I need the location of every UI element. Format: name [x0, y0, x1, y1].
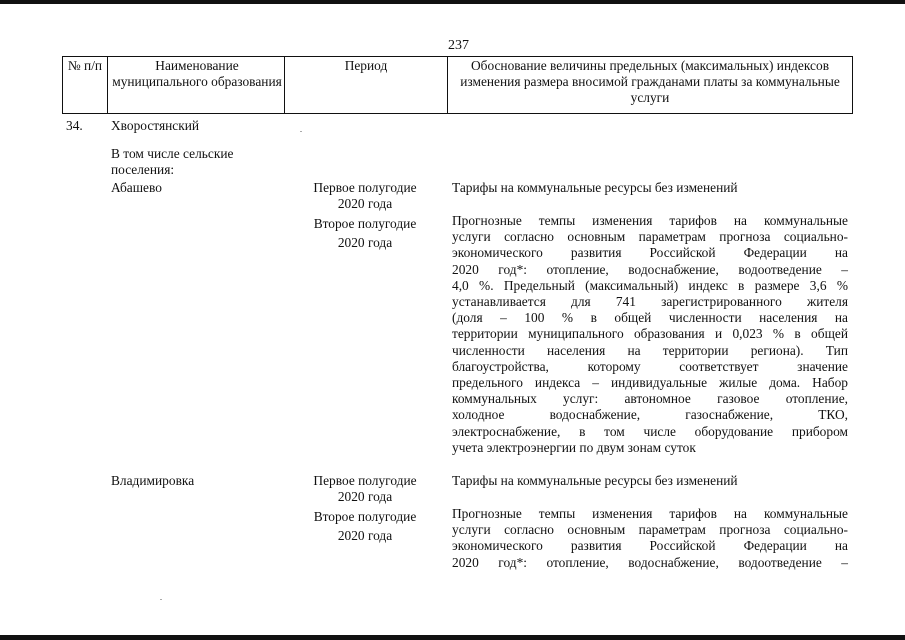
- paragraph-line: 2020 год*: отопление, водоснабжение, водоотведение –: [452, 261, 848, 277]
- page-number: 237: [448, 38, 469, 53]
- header-divider-1: [107, 56, 108, 113]
- scan-speck: [160, 599, 162, 600]
- header-divider-2: [284, 56, 285, 113]
- header-col-name: Наименование муниципального образования: [112, 58, 282, 90]
- header-border-left: [62, 56, 63, 113]
- period-label: Первое полугодие 2020 года: [313, 180, 417, 212]
- period-label: Первое полугодие 2020 года: [313, 473, 417, 505]
- paragraph-line: Прогнозные темпы изменения тарифов на коммунальные: [452, 213, 848, 228]
- period-text: Тарифы на коммунальные ресурсы без изменений: [452, 180, 738, 195]
- header-divider-3: [447, 56, 448, 113]
- paragraph-line: услуги согласно основным параметрам прогноза социально-: [452, 522, 848, 538]
- subheading: В том числе сельские поселения:: [111, 146, 234, 178]
- settlement-name: Владимировка: [111, 473, 195, 488]
- header-col-basis: Обоснование величины предельных (максимальных) индексов изменения размера вносимой гражданами платы за коммунальные услуги: [460, 58, 840, 106]
- paragraph-line: устанавливается для 741 зарегистрированного жителя: [452, 294, 848, 309]
- paragraph-line: численности населения на территории региона). Тип: [452, 342, 848, 358]
- header-col-period: Период: [344, 58, 388, 73]
- period-label: Второе полугодие 2020 года: [313, 509, 417, 543]
- paragraph-line: коммунальных услуг: автономное газовое отопление,: [452, 391, 848, 407]
- paragraph-line: территории муниципального образования и 0,023 % в общей: [452, 326, 848, 342]
- district-name: Хворостянский: [111, 118, 200, 133]
- paragraph-line: экономического развития Российской Федерации на: [452, 538, 848, 554]
- paragraph-line: услуги согласно основным параметрам прогноза социально-: [452, 229, 848, 245]
- settlement-name: Абашево: [111, 180, 162, 195]
- paragraph-line: 4,0 %. Предельный (максимальный) индекс в размере 3,6 %: [452, 277, 848, 293]
- scan-top-edge: [0, 0, 905, 4]
- period-text: Тарифы на коммунальные ресурсы без изменений: [452, 473, 738, 488]
- paragraph-line: (доля – 100 % в общей численности населения на: [452, 310, 848, 326]
- period-label: Второе полугодие 2020 года: [313, 216, 417, 250]
- paragraph-line: предельного индекса – индивидуальные жилые дома. Набор: [452, 375, 848, 390]
- header-col-number: № п/п: [67, 58, 103, 73]
- paragraph-line: электроснабжение, в том числе оборудование прибором: [452, 423, 848, 439]
- paragraph-line: 2020 год*: отопление, водоснабжение, водоотведение –: [452, 554, 848, 570]
- header-top-rule: [62, 56, 853, 57]
- paragraph-line: Прогнозные темпы изменения тарифов на коммунальные: [452, 506, 848, 521]
- row-number: 34.: [66, 118, 83, 133]
- header-border-right: [852, 56, 853, 113]
- paragraph-line: экономического развития Российской Федерации на: [452, 245, 848, 261]
- paragraph-line: благоустройства, которому соответствует значение: [452, 358, 848, 374]
- paragraph-line: учета электроэнергии по двум зонам суток: [452, 439, 696, 455]
- scan-bottom-edge: [0, 635, 905, 640]
- paragraph-line: холодное водоснабжение, газоснабжение, ТКО,: [452, 407, 848, 423]
- scan-speck: [300, 131, 302, 132]
